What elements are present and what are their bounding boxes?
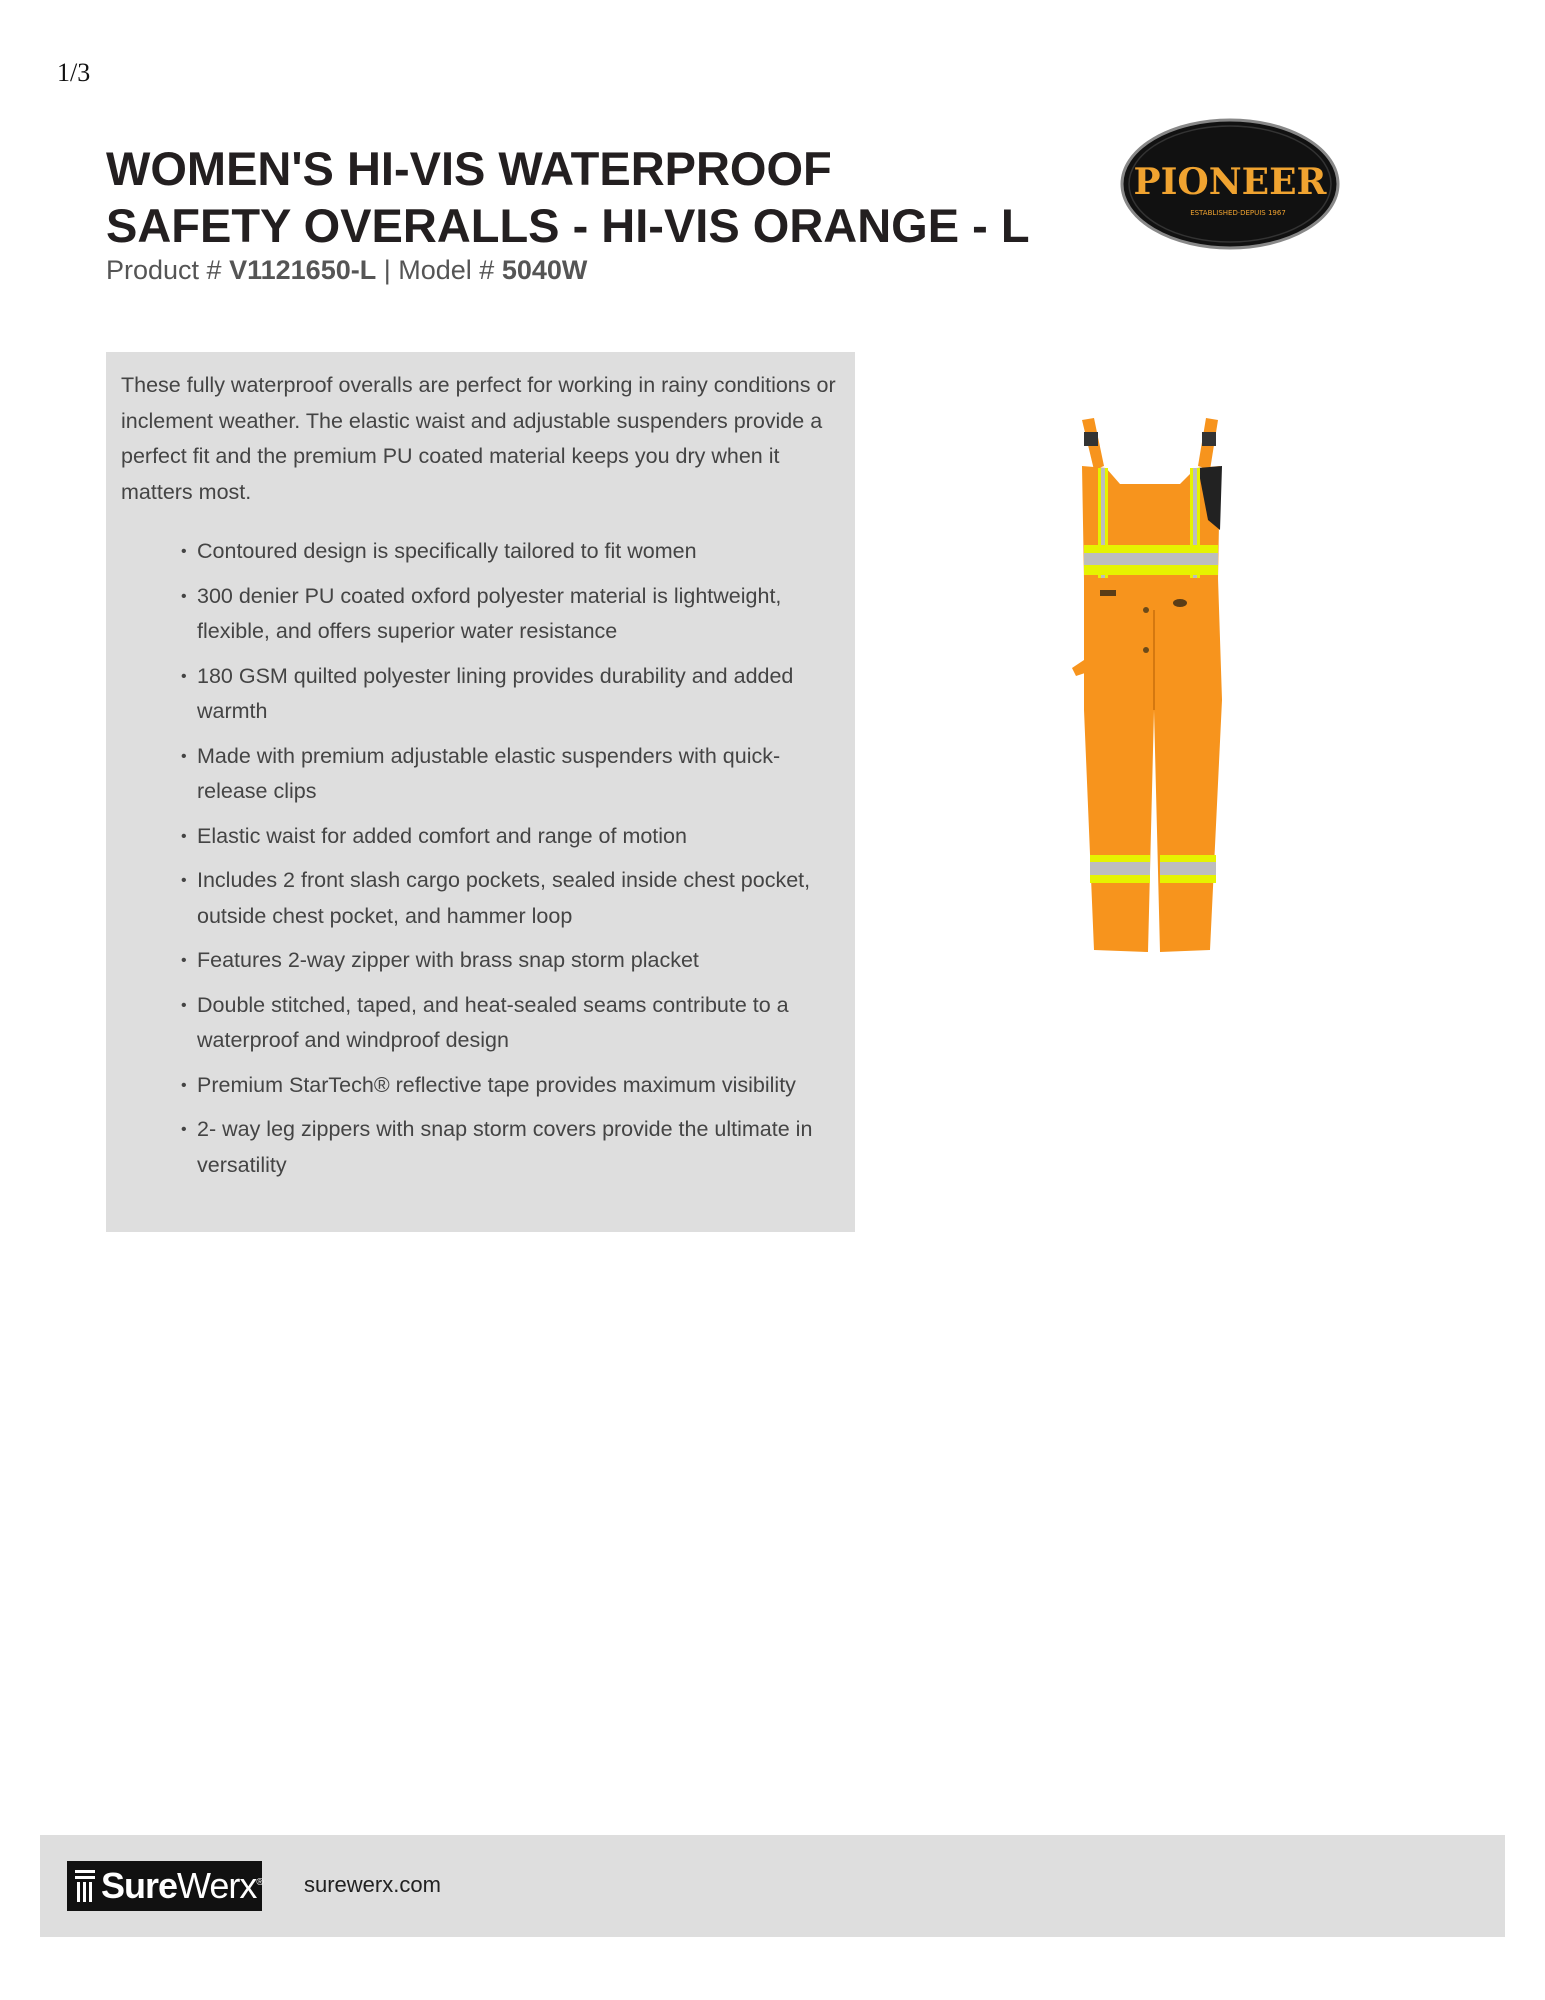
feature-item: • 300 denier PU coated oxford polyester material is lightweight, flexible, and offers superior water resistance (181, 579, 841, 650)
product-label: Product # (106, 255, 222, 285)
bullet-icon: • (181, 587, 187, 605)
model-label: Model # (398, 255, 495, 285)
feature-item: • Double stitched, taped, and heat-sealed seams contribute to a waterproof and windproof design (181, 988, 841, 1059)
bullet-icon: • (181, 1076, 187, 1094)
feature-item: • 2- way leg zippers with snap storm covers provide the ultimate in versatility (181, 1112, 841, 1183)
surewerx-wordmark (101, 1865, 263, 1907)
page-number: 1/3 (57, 58, 91, 87)
feature-item: • Features 2-way zipper with brass snap storm placket (181, 943, 841, 979)
registered-mark: ® (256, 1877, 263, 1888)
model-number: 5040W (501, 255, 588, 285)
feature-item: • Includes 2 front slash cargo pockets, sealed inside chest pocket, outside chest pocket, and hammer loop (181, 863, 841, 934)
feature-item: • Premium StarTech® reflective tape provides maximum visibility (181, 1068, 841, 1104)
bullet-icon: • (181, 996, 187, 1014)
feature-item: • 180 GSM quilted polyester lining provides durability and added warmth (181, 659, 841, 730)
bullet-icon: • (181, 872, 187, 889)
surewerx-logo (67, 1861, 262, 1911)
product-identifiers (106, 255, 587, 286)
bullet-icon: • (181, 952, 187, 969)
product-number: V1121650-L (229, 255, 377, 285)
bullet-icon: • (181, 667, 187, 685)
feature-item: • Contoured design is specifically tailored to fit women (181, 534, 841, 570)
bullet-icon: • (181, 1121, 187, 1138)
bullet-icon: • (181, 747, 187, 765)
brand-light: Werx (177, 1865, 257, 1906)
brand-bold: Sure (101, 1865, 178, 1906)
pioneer-logo (1120, 118, 1340, 250)
surewerx-mark-icon (73, 1868, 99, 1904)
product-title-line-1: WOMEN'S HI-VIS WATERPROOF (106, 142, 832, 195)
pioneer-logo-tagline: ESTABLISHED·DEPUIS 1967 (1190, 209, 1286, 217)
hi-vis-overalls-image (1060, 410, 1260, 970)
bullet-icon: • (181, 543, 187, 560)
bullet-icon: • (181, 827, 187, 845)
footer-url[interactable]: surewerx.com (304, 1872, 441, 1897)
description-panel (106, 352, 855, 1232)
pioneer-logo-wordmark: PIONEER (1133, 161, 1327, 203)
separator: | (383, 255, 391, 285)
product-title-line-2: SAFETY OVERALLS - HI-VIS ORANGE - L (106, 199, 1030, 252)
feature-list (121, 534, 841, 1183)
description-intro: These fully waterproof overalls are perfect for working in rainy conditions or inclement weather. The elastic waist and adjustable suspenders provide a perfect fit and the premium PU coated material keeps you dry when it matters most. (121, 373, 836, 504)
product-title (106, 140, 1086, 254)
feature-item: • Elastic waist for added comfort and range of motion (181, 819, 841, 855)
feature-item: • Made with premium adjustable elastic suspenders with quick-release clips (181, 739, 841, 810)
footer-bar (40, 1835, 1505, 1937)
